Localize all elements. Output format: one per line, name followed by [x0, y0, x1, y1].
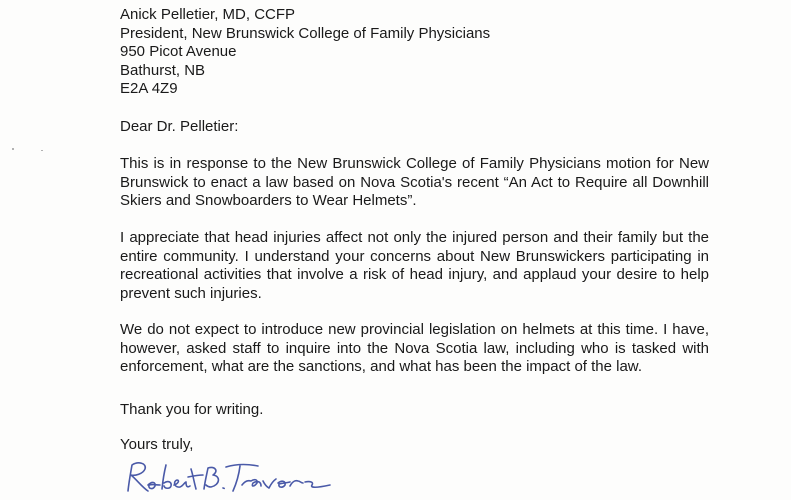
- scan-speck: [41, 150, 43, 151]
- paragraph-2: I appreciate that head injuries affect not only the injured person and their family but the entire community. I understand your concerns about New Brunswickers participating in recreational activities that involve a risk of head injury, and applaud your desire to help prevent such injuries.: [120, 229, 709, 302]
- recipient-street: 950 Picot Avenue: [120, 43, 237, 61]
- thanks-line: Thank you for writing.: [120, 401, 264, 418]
- recipient-city: Bathurst, NB: [120, 61, 206, 79]
- recipient-title: President, New Brunswick College of Family Physicians: [120, 24, 491, 42]
- scan-speck: [12, 148, 14, 150]
- handwritten-signature: [120, 455, 350, 500]
- recipient-postal-code: E2A 4Z9: [120, 80, 178, 98]
- closing-line: Yours truly,: [120, 436, 194, 453]
- signature-strokes: [128, 463, 330, 491]
- paragraph-1: This is in response to the New Brunswick College of Family Physicians motion for New Brunswick to enact a law based on Nova Scotia's recent “An Act to Require all Downhill Skiers and Snowboarders to Wear Helmets”.: [120, 155, 709, 210]
- recipient-name: Anick Pelletier, MD, CCFP: [120, 6, 296, 23]
- salutation: Dear Dr. Pelletier:: [120, 118, 239, 135]
- paragraph-3: We do not expect to introduce new provincial legislation on helmets at this time. I have, however, asked staff to inquire into the Nova Scotia law, including who is tasked with enforcement, what are the sanctions, and what has been the impact of the law.: [120, 321, 709, 376]
- recipient-address: [120, 6, 490, 99]
